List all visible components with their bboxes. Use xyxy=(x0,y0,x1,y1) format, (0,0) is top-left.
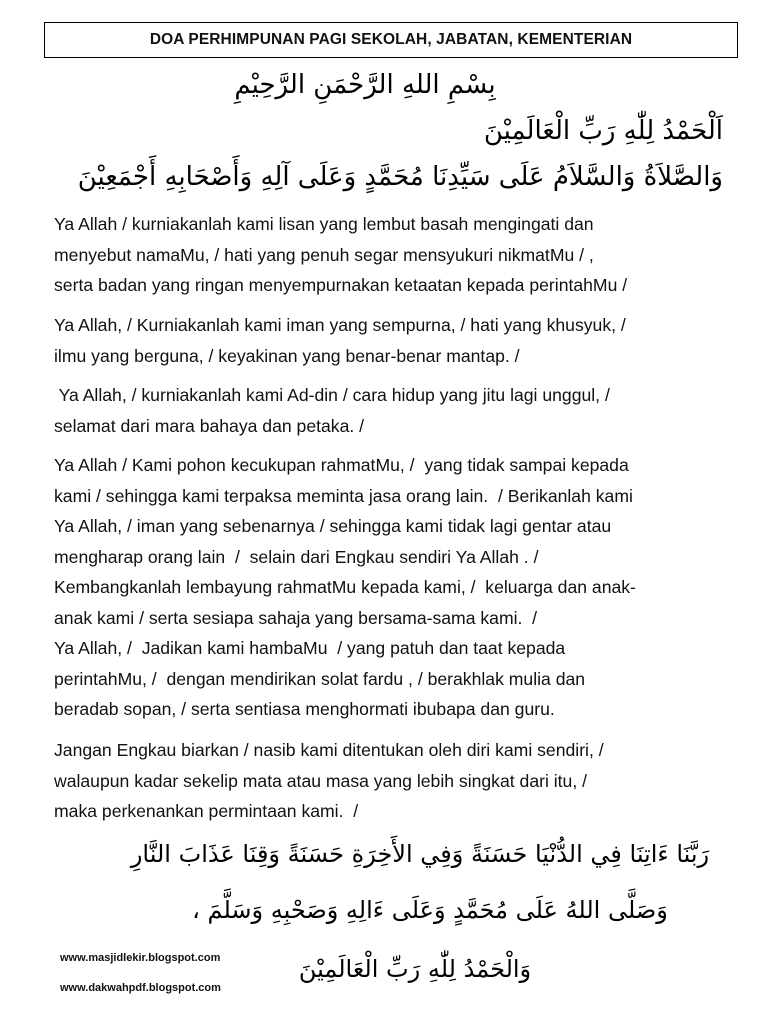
paragraph-5 xyxy=(54,633,730,725)
paragraph-6 xyxy=(54,735,730,827)
paragraph-line: walaupun kadar sekelip mata atau masa yang lebih singkat dari itu, / xyxy=(54,770,588,791)
paragraph-line: menyebut namaMu, / hati yang penuh segar mensyukuri nikmatMu / , xyxy=(54,244,594,265)
paragraph-line: anak kami / serta sesiapa sahaja yang bersama-sama kami. / xyxy=(54,607,538,628)
paragraph-3 xyxy=(54,380,730,441)
paragraph-line: Jangan Engkau biarkan / nasib kami ditentukan oleh diri kami sendiri, / xyxy=(54,740,604,760)
paragraph-4 xyxy=(54,450,730,633)
paragraph-line: Ya Allah, / Kurniakanlah kami iman yang sempurna, / hati yang khusyuk, / xyxy=(54,315,626,335)
paragraph-line: kami / sehingga kami terpaksa meminta jasa orang lain. / Berikanlah kami xyxy=(54,485,633,506)
page-title: DOA PERHIMPUNAN PAGI SEKOLAH, JABATAN, KEMENTERIAN xyxy=(44,22,738,58)
arabic-closing-hamdalah: وَالْحَمْدُ لِلّٰهِ رَبِّ الْعَالَمِيْنَ xyxy=(298,955,532,983)
paragraph-line: beradab sopan, / serta sentiasa menghormati ibubapa dan guru. xyxy=(54,699,555,719)
paragraph-line: Ya Allah / Kami pohon kecukupan rahmatMu, / yang tidak sampai kepada xyxy=(54,455,629,475)
paragraph-line: ilmu yang berguna, / keyakinan yang benar-benar mantap. / xyxy=(54,345,520,366)
paragraph-2 xyxy=(54,310,730,371)
paragraph-line: maka perkenankan permintaan kami. / xyxy=(54,801,359,821)
arabic-salawat-opening: وَالصَّلاَةُ وَالسَّلاَمُ عَلَى سَيِّدِنَا مُحَمَّدٍ وَعَلَى آلِهِ وَأَصْحَابِهِ أَجْمَعِيْنَ xyxy=(77,162,723,192)
paragraph-line: mengharap orang lain / selain dari Engkau sendiri Ya Allah . / xyxy=(54,546,539,567)
footer-link-dakwahpdf: www.dakwahpdf.blogspot.com xyxy=(60,982,221,994)
footer-link-masjidlekir: www.masjidlekir.blogspot.com xyxy=(60,952,221,964)
paragraph-line: perintahMu, / dengan mendirikan solat fardu , / berakhlak mulia dan xyxy=(54,668,586,689)
paragraph-line: serta badan yang ringan menyempurnakan ketaatan kepada perintahMu / xyxy=(54,275,628,295)
paragraph-line: Ya Allah / kurniakanlah kami lisan yang lembut basah mengingati dan xyxy=(54,214,594,234)
arabic-basmalah: بِسْمِ اللهِ الرَّحْمَنِ الرَّحِيْمِ xyxy=(234,70,496,100)
paragraph-line: Ya Allah, / kurniakanlah kami Ad-din / cara hidup yang jitu lagi unggul, / xyxy=(54,385,610,405)
arabic-hamdalah: اَلْحَمْدُ لِلّٰهِ رَبِّ الْعَالَمِيْنَ xyxy=(483,116,723,146)
arabic-salawat-closing: وَصَلَّى اللهُ عَلَى مُحَمَّدٍ وَعَلَى ءَالِهِ وَصَحْبِهِ وَسَلَّمَ ، xyxy=(192,896,668,924)
paragraph-1 xyxy=(54,209,730,301)
paragraph-line: Ya Allah, / Jadikan kami hambaMu / yang patuh dan taat kepada xyxy=(54,638,566,658)
arabic-rabbana: رَبَّنَا ءَاتِنَا فِي الدُّنْيَا حَسَنَةً وَفِي الأَخِرَةِ حَسَنَةً وَقِنَا عَذَابَ النَّارِ xyxy=(130,840,710,868)
paragraph-line: selamat dari mara bahaya dan petaka. / xyxy=(54,415,365,436)
paragraph-line: Kembangkanlah lembayung rahmatMu kepada kami, / keluarga dan anak- xyxy=(54,577,636,597)
paragraph-line: Ya Allah, / iman yang sebenarnya / sehingga kami tidak lagi gentar atau xyxy=(54,516,612,536)
